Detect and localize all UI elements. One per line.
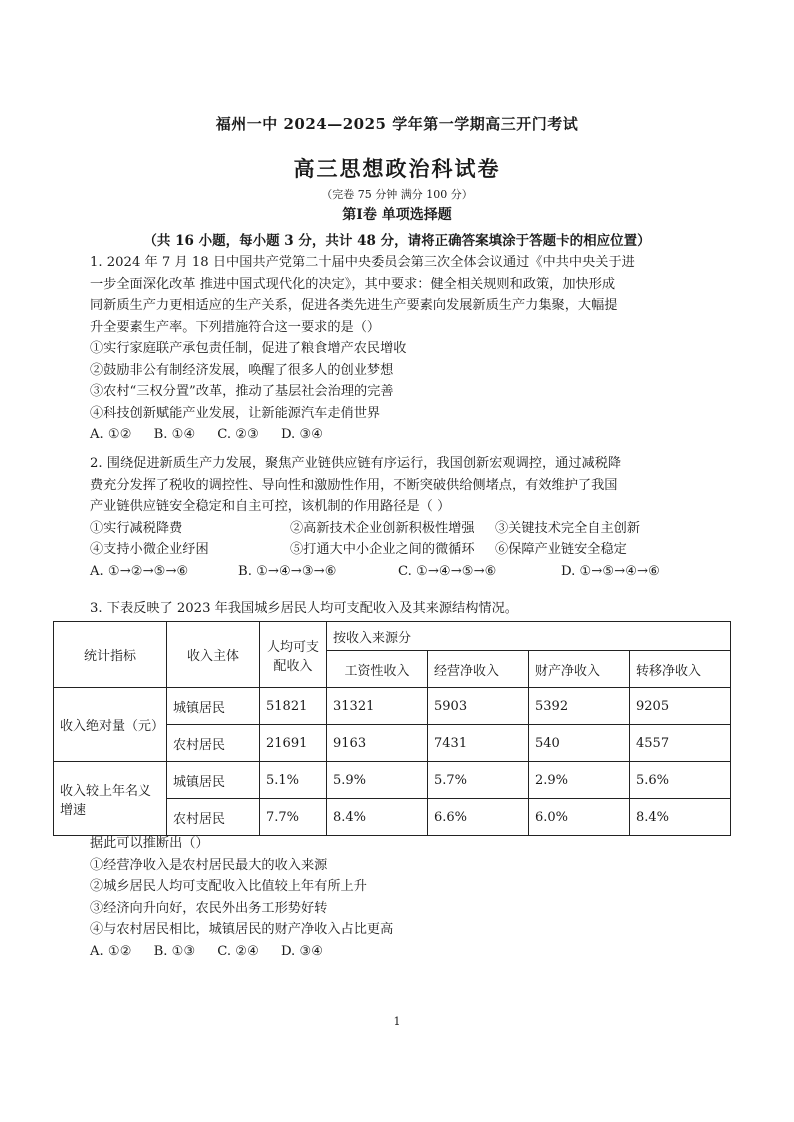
question-1 xyxy=(90,252,720,446)
table-header: 人均可支配收入 xyxy=(260,622,327,688)
question-3-choices xyxy=(90,941,720,963)
table-header: 转移净收入 xyxy=(630,651,731,688)
question-2 xyxy=(90,453,720,582)
question-3-stem-block xyxy=(90,598,720,620)
choice-d: D. ③④ xyxy=(280,427,324,442)
choice-a: A. ①② xyxy=(90,943,132,959)
question-2-item: ④支持小微企业纾困 xyxy=(90,542,209,557)
question-3-item: ④与农村居民相比，城镇居民的财产净收入占比更高 xyxy=(90,922,394,937)
question-2-choices xyxy=(90,561,720,583)
question-3-item: ②城乡居民人均可支配收入比值较上年有所上升 xyxy=(90,879,367,894)
school-exam-title: 福州一中 2024—2025 学年第一学期高三开门考试 xyxy=(215,115,579,133)
table-cell: 21691 xyxy=(260,725,327,762)
table-cell: 4557 xyxy=(630,725,731,762)
exam-time-score-info: （完卷 75 分钟 满分 100 分） xyxy=(321,188,473,201)
choice-d: D. ①→⑤→④→⑥ xyxy=(561,563,660,579)
table-cell: 城镇居民 xyxy=(167,762,260,799)
table-cell: 6.0% xyxy=(529,799,630,836)
choice-c: C. ②③ xyxy=(217,427,259,442)
table-cell: 城镇居民 xyxy=(167,688,260,725)
question-3-item: ①经营净收入是农村居民最大的收入来源 xyxy=(90,857,328,873)
table-header: 工资性收入 xyxy=(327,651,428,688)
question-3-conclusion: 据此可以推断出（） xyxy=(90,836,209,851)
choice-b: B. ①→④→③→⑥ xyxy=(238,563,337,579)
table-header: 收入主体 xyxy=(167,622,260,688)
question-2-item: ③关键技术完全自主创新 xyxy=(495,520,641,536)
table-cell: 6.6% xyxy=(428,799,529,836)
question-1-stem-line: 1. 2024 年 7 月 18 日中国共产党第二十届中央委员会第三次全体会议通过《中共中央关于进 xyxy=(90,255,635,270)
question-2-item: ②高新技术企业创新积极性增强 xyxy=(290,520,475,536)
table-cell: 2.9% xyxy=(529,762,630,799)
choice-a: A. ①→②→⑤→⑥ xyxy=(90,563,189,579)
question-3-options xyxy=(90,833,720,962)
choice-a: A. ①② xyxy=(90,427,132,442)
question-1-stem-line: 同新质生产力更相适应的生产关系，促进各类先进生产要素向发展新质生产力集聚，大幅提 xyxy=(90,298,618,313)
question-3-stem: 3. 下表反映了 2023 年我国城乡居民人均可支配收入及其来源结构情况。 xyxy=(90,601,518,616)
table-cell: 5.7% xyxy=(428,762,529,799)
question-1-item: ④科技创新赋能产业发展，让新能源汽车走俏世界 xyxy=(90,405,381,421)
table-cell: 农村居民 xyxy=(167,799,260,836)
question-2-stem-line: 产业链供应链安全稳定和自主可控，该机制的作用路径是（ ） xyxy=(90,499,451,514)
table-cell: 5.1% xyxy=(260,762,327,799)
table-cell: 31321 xyxy=(327,688,428,725)
table-group-label: 收入绝对量（元） xyxy=(54,688,167,762)
table-header-row xyxy=(54,622,731,651)
table-cell: 9205 xyxy=(630,688,731,725)
table-cell: 8.4% xyxy=(630,799,731,836)
table-header: 财产净收入 xyxy=(529,651,630,688)
choice-b: B. ①③ xyxy=(153,943,196,959)
section-title: 第Ⅰ卷 单项选择题 xyxy=(342,207,452,223)
page-number: 1 xyxy=(393,1015,401,1028)
choice-c: C. ①→④→⑤→⑥ xyxy=(398,563,497,579)
question-2-item: ①实行减税降费 xyxy=(90,520,183,536)
table-cell: 7431 xyxy=(428,725,529,762)
table-cell: 7.7% xyxy=(260,799,327,836)
question-2-stem-line: 费充分发挥了税收的调控性、导向性和激励性作用，不断突破供给侧堵点，有效维护了我国 xyxy=(90,477,618,493)
question-1-choices xyxy=(90,424,720,446)
table-cell: 5.6% xyxy=(630,762,731,799)
question-1-item: ①实行家庭联产承包责任制，促进了粮食增产农民增收 xyxy=(90,341,407,356)
question-1-stem-line: 升全要素生产率。下列措施符合这一要求的是（） xyxy=(90,319,381,335)
question-2-item: ⑤打通大中小企业之间的微循环 xyxy=(290,542,475,557)
table-header: 经营净收入 xyxy=(428,651,529,688)
question-1-item: ③农村“三权分置”改革，推动了基层社会治理的完善 xyxy=(90,384,394,399)
table-header: 统计指标 xyxy=(54,622,167,688)
table-cell: 5.9% xyxy=(327,762,428,799)
choice-b: B. ①④ xyxy=(153,427,196,442)
table-cell: 5392 xyxy=(529,688,630,725)
table-header: 按收入来源分 xyxy=(327,622,731,651)
table-cell: 5903 xyxy=(428,688,529,725)
choice-c: C. ②④ xyxy=(217,943,259,959)
question-2-items xyxy=(90,518,720,561)
choice-d: D. ③④ xyxy=(280,943,324,959)
section-instructions: （共 16 小题，每小题 3 分，共计 48 分，请将正确答案填涂于答题卡的相应位置） xyxy=(143,233,651,249)
table-cell: 51821 xyxy=(260,688,327,725)
question-2-item: ⑥保障产业链安全稳定 xyxy=(495,542,627,557)
question-2-stem-line: 2. 围绕促进新质生产力发展，聚焦产业链供应链有序运行，我国创新宏观调控，通过减税降 xyxy=(90,456,622,471)
table-row xyxy=(54,762,731,799)
table-cell: 8.4% xyxy=(327,799,428,836)
table-group-label: 收入较上年名义增速 xyxy=(54,762,167,836)
question-3-item: ③经济向升向好，农民外出务工形势好转 xyxy=(90,900,328,916)
income-table xyxy=(53,621,731,836)
question-1-stem-line: 一步全面深化改革 推进中国式现代化的决定》，其中要求：健全相关规则和政策，加快形成 xyxy=(90,276,616,292)
question-1-item: ②鼓励非公有制经济发展，唤醒了很多人的创业梦想 xyxy=(90,362,394,378)
table-cell: 9163 xyxy=(327,725,428,762)
table-row xyxy=(54,688,731,725)
table-cell: 农村居民 xyxy=(167,725,260,762)
table-cell: 540 xyxy=(529,725,630,762)
subject-title: 高三思想政治科试卷 xyxy=(293,156,501,181)
